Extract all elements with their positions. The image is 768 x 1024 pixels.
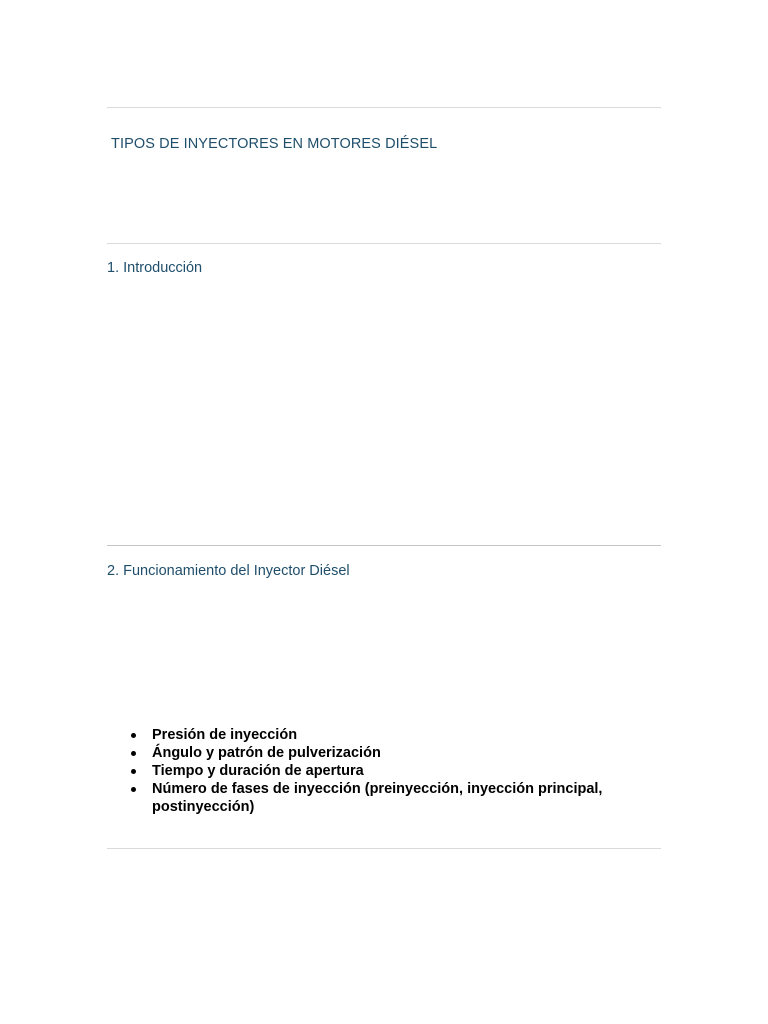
list-item: [152, 780, 642, 816]
horizontal-divider: [107, 848, 661, 849]
section-heading-funcionamiento: 2. Funcionamiento del Inyector Diésel: [107, 563, 350, 579]
horizontal-divider: [107, 107, 661, 108]
bullet-icon: [131, 787, 136, 792]
bullet-icon: [131, 733, 136, 738]
list-item: [152, 744, 642, 762]
list-item-text: Número de fases de inyección (preinyección, inyección principal, postinyección): [152, 781, 603, 815]
bullet-list: [152, 726, 642, 816]
list-item-text: Ángulo y patrón de pulverización: [152, 745, 381, 761]
bullet-icon: [131, 751, 136, 756]
list-item-text: Presión de inyección: [152, 727, 298, 743]
list-item: [152, 726, 642, 744]
horizontal-divider: [107, 545, 661, 546]
document-title: TIPOS DE INYECTORES EN MOTORES DIÉSEL: [111, 136, 438, 152]
section-heading-introduction: 1. Introducción: [107, 260, 203, 276]
horizontal-divider: [107, 243, 661, 244]
bullet-icon: [131, 769, 136, 774]
list-item: [152, 762, 642, 780]
list-item-text: Tiempo y duración de apertura: [152, 763, 364, 779]
